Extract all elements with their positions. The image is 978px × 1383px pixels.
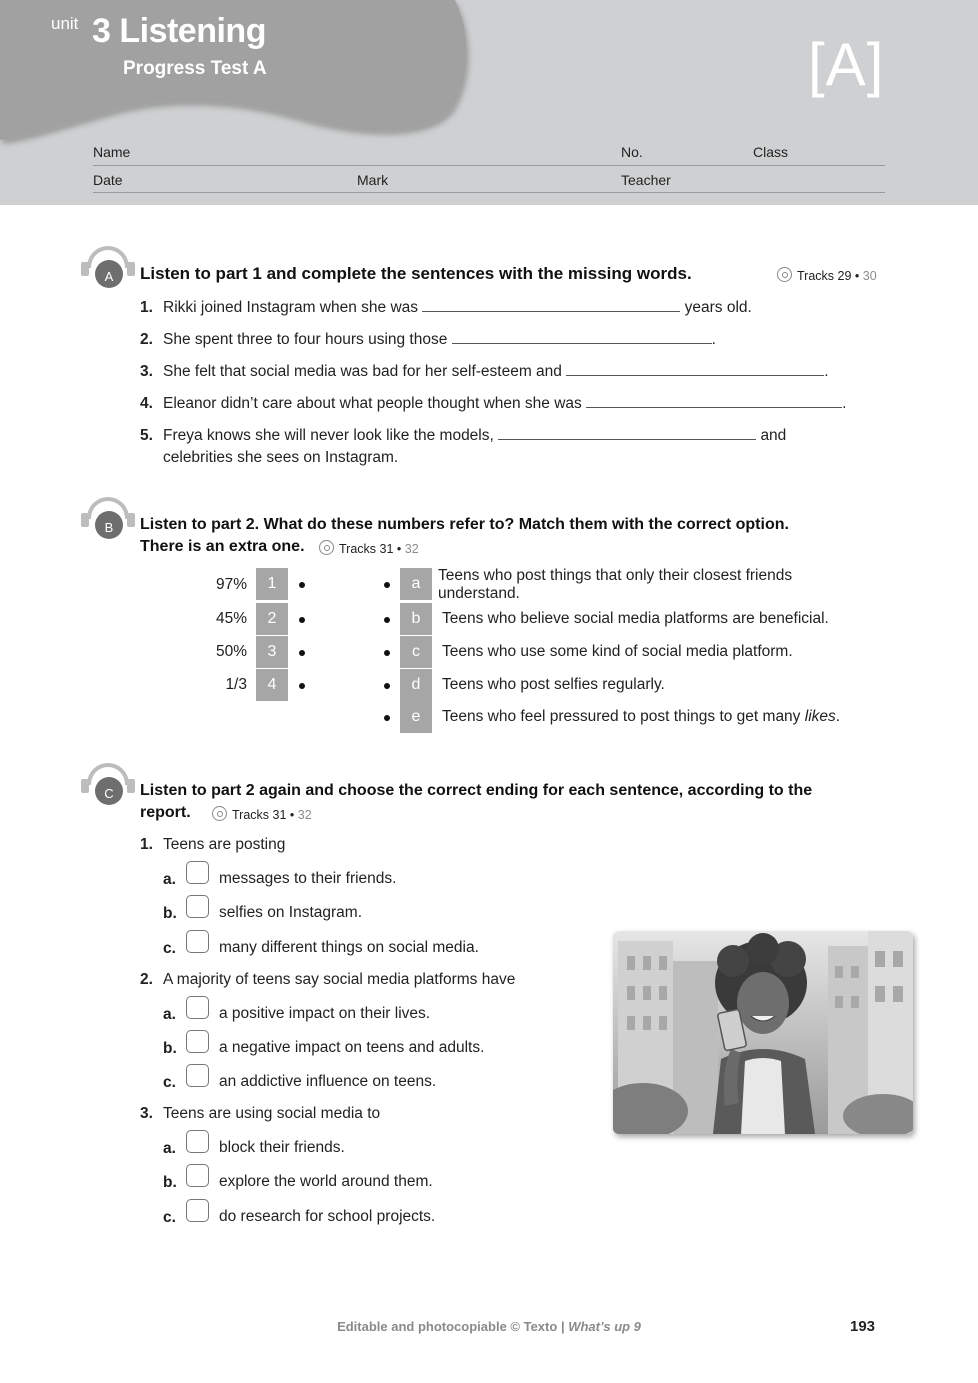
question-stem xyxy=(140,834,285,856)
section-b-headphones-icon xyxy=(81,497,135,543)
question-text: Teens are using social media to xyxy=(163,1105,381,1122)
section-a-item xyxy=(140,425,786,447)
answer-blank[interactable] xyxy=(452,329,712,344)
match-option-text xyxy=(442,708,840,726)
item-number: 4. xyxy=(140,395,153,412)
choice-text: an addictive influence on teens. xyxy=(219,1073,437,1090)
tracks-alt: 32 xyxy=(404,542,419,556)
choice-letter: a. xyxy=(163,871,176,888)
date-line xyxy=(93,192,885,193)
unit-label: unit xyxy=(51,14,79,33)
match-number-box: 1 xyxy=(256,568,288,600)
answer-checkbox[interactable] xyxy=(186,1164,209,1187)
item-text-after: . xyxy=(824,363,829,380)
match-number-value: 97% xyxy=(215,576,247,593)
cd-icon xyxy=(212,806,227,821)
choice-text: a positive impact on their lives. xyxy=(219,1005,431,1022)
tracks-alt: 30 xyxy=(862,269,877,283)
match-dot-right[interactable] xyxy=(384,715,390,721)
option-text-main: Teens who feel pressured to post things to get many xyxy=(442,708,801,725)
cd-icon xyxy=(319,540,334,555)
match-number-value: 50% xyxy=(215,643,247,660)
section-a-item xyxy=(140,297,752,319)
answer-checkbox[interactable] xyxy=(186,1064,209,1087)
choice-letter: b. xyxy=(163,905,177,922)
choice-letter: b. xyxy=(163,1174,177,1191)
match-dot-right[interactable] xyxy=(384,617,390,623)
section-c-instruction: Listen to part 2 again and choose the correct ending for each sentence, according to the xyxy=(140,782,813,799)
item-number: 5. xyxy=(140,427,153,444)
choice-letter: c. xyxy=(163,1209,176,1226)
cd-icon xyxy=(777,267,792,282)
teen-with-phone-photo xyxy=(613,931,913,1134)
teacher-field-label: Teacher xyxy=(621,172,671,188)
match-option-box: e xyxy=(400,701,432,733)
match-option-box: c xyxy=(400,636,432,668)
question-stem xyxy=(140,1103,380,1125)
match-number-value: 45% xyxy=(215,610,247,627)
match-dot-right[interactable] xyxy=(384,650,390,656)
name-field-label: Name xyxy=(93,144,131,160)
section-c-tracks xyxy=(212,806,312,822)
tracks-label: Tracks 31 xyxy=(339,542,394,556)
option-text-italic: likes xyxy=(804,708,836,725)
footer-main-text: Editable and photocopiable © Texto xyxy=(337,1319,558,1334)
section-b-tracks xyxy=(319,540,419,556)
item-number: 3. xyxy=(140,363,153,380)
tracks-label: Tracks 29 xyxy=(797,269,852,283)
tracks-separator: • xyxy=(854,269,860,283)
choice-letter: c. xyxy=(163,1074,176,1091)
class-field-label: Class xyxy=(753,144,789,160)
answer-checkbox[interactable] xyxy=(186,1130,209,1153)
test-version-mark: [A] xyxy=(808,31,885,98)
question-text: A majority of teens say social media platforms have xyxy=(163,971,516,988)
match-option-text: Teens who post selfies regularly. xyxy=(442,676,665,693)
choice-text: a negative impact on teens and adults. xyxy=(219,1039,485,1056)
section-c-letter: C xyxy=(95,777,123,805)
choice-text: selfies on Instagram. xyxy=(219,904,363,921)
tracks-label: Tracks 31 xyxy=(232,808,287,822)
number-field-label: No. xyxy=(621,144,643,160)
match-number-box: 2 xyxy=(256,603,288,635)
section-b-instruction-2: There is an extra one. xyxy=(140,538,305,555)
name-line xyxy=(93,165,885,166)
item-text: She spent three to four hours using those xyxy=(163,331,448,348)
match-dot-left[interactable] xyxy=(299,582,305,588)
item-number: 2. xyxy=(140,331,153,348)
answer-checkbox[interactable] xyxy=(186,930,209,953)
match-option-box: b xyxy=(400,603,432,635)
answer-checkbox[interactable] xyxy=(186,996,209,1019)
option-text-end: . xyxy=(835,708,841,725)
match-option-box: a xyxy=(400,568,432,600)
answer-checkbox[interactable] xyxy=(186,1199,209,1222)
item-text: Freya knows she will never look like the models, xyxy=(163,427,494,444)
question-text: Teens are posting xyxy=(163,836,286,853)
section-a-tracks xyxy=(777,267,877,283)
choice-letter: c. xyxy=(163,940,176,957)
tracks-separator: • xyxy=(289,808,295,822)
item-text: Eleanor didn’t care about what people thought when she was xyxy=(163,395,582,412)
choice-text: many different things on social media. xyxy=(219,939,479,956)
match-number-box: 3 xyxy=(256,636,288,668)
section-c-instruction-2: report. xyxy=(140,804,191,821)
item-number: 1. xyxy=(140,299,153,316)
section-b-letter: B xyxy=(95,511,123,539)
answer-blank[interactable] xyxy=(586,393,842,408)
match-dot-left[interactable] xyxy=(299,650,305,656)
footer-book-title: What’s up 9 xyxy=(568,1319,641,1334)
match-option-text-2: understand. xyxy=(438,585,520,602)
item-text-after: years old. xyxy=(684,299,752,316)
section-b-instruction: Listen to part 2. What do these numbers refer to? Match them with the correct option. xyxy=(140,516,789,533)
item-text-after: and xyxy=(760,427,787,444)
match-dot-left[interactable] xyxy=(299,617,305,623)
match-number-value: 1/3 xyxy=(225,676,247,693)
section-c-headphones-icon xyxy=(81,763,135,809)
section-a-instruction: Listen to part 1 and complete the sentences with the missing words. xyxy=(140,264,692,283)
match-option-text: Teens who post things that only their closest friends xyxy=(438,567,793,584)
question-number: 3. xyxy=(140,1105,153,1122)
mark-field-label: Mark xyxy=(357,172,389,188)
item-text-after: . xyxy=(842,395,847,412)
question-number: 1. xyxy=(140,836,153,853)
section-a-headphones-icon xyxy=(81,246,135,292)
tracks-separator: • xyxy=(396,542,402,556)
page-number: 193 xyxy=(850,1318,876,1335)
question-stem xyxy=(140,969,515,991)
match-dot-right[interactable] xyxy=(384,683,390,689)
date-field-label: Date xyxy=(93,172,123,188)
tracks-alt: 32 xyxy=(297,808,312,822)
test-subtitle: Progress Test A xyxy=(123,58,267,79)
choice-text: block their friends. xyxy=(219,1139,345,1156)
match-number-box: 4 xyxy=(256,669,288,701)
answer-checkbox[interactable] xyxy=(186,1030,209,1053)
item-text-after: . xyxy=(711,331,716,348)
unit-title: 3 Listening xyxy=(92,12,266,50)
match-option-box: d xyxy=(400,669,432,701)
answer-blank[interactable] xyxy=(498,425,756,440)
choice-letter: a. xyxy=(163,1140,176,1157)
section-a-item xyxy=(140,361,829,383)
question-number: 2. xyxy=(140,971,153,988)
footer-copyright xyxy=(0,1319,978,1334)
match-dot-left[interactable] xyxy=(299,683,305,689)
match-option-text: Teens who believe social media platforms are beneficial. xyxy=(442,610,829,627)
choice-text: messages to their friends. xyxy=(219,870,397,887)
item-text: She felt that social media was bad for her self-esteem and xyxy=(163,363,562,380)
choice-text: do research for school projects. xyxy=(219,1208,436,1225)
section-a-letter: A xyxy=(95,260,123,288)
match-dot-right[interactable] xyxy=(384,582,390,588)
footer-divider: | xyxy=(560,1319,565,1334)
choice-letter: a. xyxy=(163,1006,176,1023)
answer-blank[interactable] xyxy=(422,297,680,312)
section-a-item xyxy=(140,329,716,351)
answer-checkbox[interactable] xyxy=(186,895,209,918)
answer-blank[interactable] xyxy=(566,361,824,376)
item-continuation: celebrities she sees on Instagram. xyxy=(163,449,399,466)
match-option-text: Teens who use some kind of social media platform. xyxy=(442,643,793,660)
choice-text: explore the world around them. xyxy=(219,1173,433,1190)
answer-checkbox[interactable] xyxy=(186,861,209,884)
item-text: Rikki joined Instagram when she was xyxy=(163,299,419,316)
choice-letter: b. xyxy=(163,1040,177,1057)
section-a-item xyxy=(140,393,846,415)
